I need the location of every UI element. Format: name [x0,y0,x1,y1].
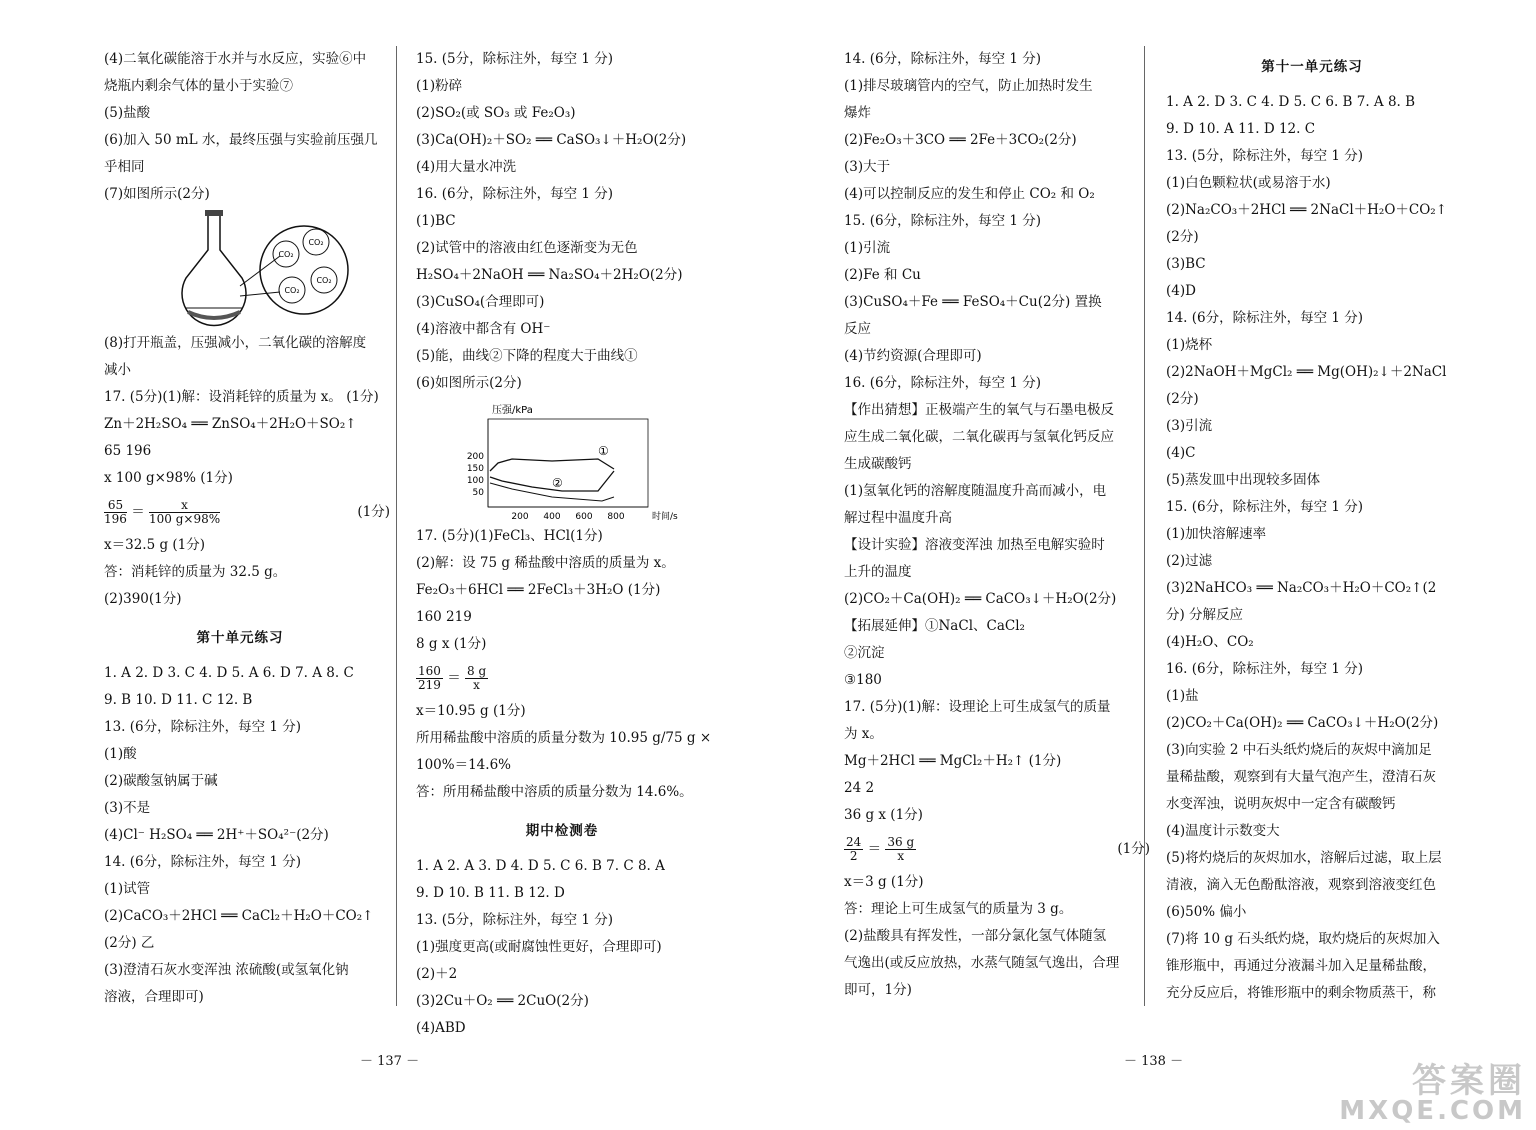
pressure-chart-svg [402,397,702,523]
text-line: (2)＋2 [416,966,458,982]
text-line: 所用稀盐酸中溶质的质量分数为 10.95 g/75 g × [416,730,712,746]
text-line: (1)烧杯 [1166,337,1213,353]
text-line: 17. (5分)(1)解：设理论上可生成氢气的质量 [844,699,1111,715]
text-line: (4)可以控制反应的发生和停止 CO₂ 和 O₂ [844,186,1095,202]
text-line: (3)2Cu＋O₂ ══ 2CuO(2分) [416,993,589,1009]
text-line: (1)白色颗粒状(或易溶于水) [1166,175,1331,191]
right-page [768,0,1536,1130]
text-line: (5)能，曲线②下降的程度大于曲线① [416,348,638,364]
chart-xlabel: 时间/s [652,512,678,522]
watermark [1339,1061,1526,1126]
fraction-65-196: $\frac{65}{196}$ [104,498,127,526]
text-line: (4)温度计示数变大 [1166,823,1280,839]
xtick-400: 400 [543,512,561,522]
text-line: (1)引流 [844,240,891,256]
text-line: (4)用大量水冲洗 [416,159,517,175]
text-line: (1)粉碎 [416,78,463,94]
text-line: ③180 [844,672,882,688]
text-line: (2)盐酸具有挥发性，一部分氯化氢气体随氢 [844,928,1107,944]
left-column-1 [90,46,390,1011]
text-line: 9. B 10. D 11. C 12. B [104,692,253,708]
text-line: 16. (6分，除标注外，每空 1 分) [416,186,614,202]
left-column-2 [402,46,722,1042]
text-line: H₂SO₄＋2NaOH ══ Na₂SO₄＋2H₂O(2分) [416,267,683,283]
fraction-score-3: (1分) [1117,841,1150,857]
text-line: (5)蒸发皿中出现较多固体 [1166,472,1321,488]
text-line: (6)如图所示(2分) [416,375,522,391]
text-line: (2)CaCO₃＋2HCl ══ CaCl₂＋H₂O＋CO₂↑ [104,908,374,924]
text-line: (2)Fe₂O₃＋3CO ══ 2Fe＋3CO₂(2分) [844,132,1077,148]
ytick-100: 100 [466,476,484,486]
text-line: (1)加快溶解速率 [1166,526,1267,542]
text-line: (2分) [1166,229,1199,245]
text-line: (6)50% 偏小 [1166,904,1247,920]
text-line: 14. (6分，除标注外，每空 1 分) [844,51,1042,67]
fraction-24-2: $\frac{24}{2}$ [846,835,862,863]
text-line: 爆炸 [844,105,871,121]
text-line: (2)碳酸氢钠属于碱 [104,773,218,789]
text-line: (6)加入 50 mL 水，最终压强与实验前压强几 [104,132,378,148]
text-line: 充分反应后，将锥形瓶中的剩余物质蒸干，称 [1166,985,1436,1001]
text-line: (2分) 乙 [104,935,155,951]
text-line: 水变浑浊，说明灰烬中一定含有碳酸钙 [1166,796,1396,812]
text-line: 17. (5分)(1)FeCl₃、HCl(1分) [416,528,603,544]
text-line: 溶液，合理即可) [104,989,204,1005]
text-line: (3)BC [1166,256,1206,272]
watermark-line-1: 答案圈 [1412,1061,1526,1101]
text-line: 生成碳酸钙 [844,456,912,472]
text-line: (4)二氧化碳能溶于水并与水反应，实验⑥中 [104,51,367,67]
text-line: (8)打开瓶盖，压强减小，二氧化碳的溶解度 [104,335,367,351]
text-line: 1. A 2. D 3. C 4. D 5. C 6. B 7. A 8. B [1166,94,1416,110]
text-line: 答：消耗锌的质量为 32.5 g。 [104,564,287,580]
text-line: 14. (6分，除标注外，每空 1 分) [1166,310,1364,326]
text-line: 17. (5分)(1)解：设消耗锌的质量为 x。 (1分) [104,389,379,405]
text-line: 答：理论上可生成氢气的质量为 3 g。 [844,901,1073,917]
curve-2-label: ② [552,476,563,490]
text-line: 量稀盐酸，观察到有大量气泡产生，澄清石灰 [1166,769,1436,785]
text-line: (4)C [1166,445,1196,461]
right-column-1 [830,46,1150,1004]
co2-label-2: CO₂ [308,238,324,247]
text-line: (2)过滤 [1166,553,1213,569]
text-line: 反应 [844,321,871,337]
text-line: (2)Na₂CO₃＋2HCl ══ 2NaCl＋H₂O＋CO₂↑ [1166,202,1448,218]
text-line: 24 2 [844,780,875,796]
curve-1 [490,459,614,471]
ytick-150: 150 [466,464,484,474]
text-line: 1. A 2. D 3. C 4. D 5. A 6. D 7. A 8. C [104,665,354,681]
fraction-row-2: $\frac{160}{219}$ ＝ $\frac{8 g}{x}$ [418,664,487,692]
heading-midterm: 期中检测卷 [525,823,599,839]
text-line: (4)节约资源(合理即可) [844,348,982,364]
text-line: 锥形瓶中，再通过分液漏斗加入足量稀盐酸， [1166,958,1436,974]
flask-diagram [90,208,350,330]
page-number-137: － 137 － [360,1054,420,1069]
text-line: 清液，滴入无色酚酞溶液，观察到溶液变红色 [1166,877,1436,893]
text-line: 14. (6分，除标注外，每空 1 分) [104,854,302,870]
text-line: (2)解：设 75 g 稀盐酸中溶质的质量为 x。 [416,555,675,571]
page-number-138: － 138 － [1124,1054,1184,1069]
text-line: ②沉淀 [844,645,885,661]
text-line: (4)Cl⁻ H₂SO₄ ══ 2H⁺＋SO₄²⁻(2分) [104,827,329,843]
text-line: 15. (5分，除标注外，每空 1 分) [416,51,614,67]
text-line: 16. (6分，除标注外，每空 1 分) [844,375,1042,391]
text-line: 上升的温度 [844,564,912,580]
text-line: (2)试管中的溶液由红色逐渐变为无色 [416,240,638,256]
fraction-row-1: $\frac{65}{196}$ ＝ $\frac{x}{100 g\times 98\%}$ (1分) [90,492,390,532]
text-line: (3)CuSO₄(合理即可) [416,294,545,310]
text-line: 13. (5分，除标注外，每空 1 分) [416,912,614,928]
text-line: (3)Ca(OH)₂＋SO₂ ══ CaSO₃↓＋H₂O(2分) [416,132,687,148]
text-line: (5)盐酸 [104,105,151,121]
fraction-x-100g: $\frac{x}{100 g\times 98\%}$ [149,498,221,526]
text-line: (1)酸 [104,746,137,762]
text-line: Fe₂O₃＋6HCl ══ 2FeCl₃＋3H₂O (1分) [416,582,661,598]
text-line: 15. (6分，除标注外，每空 1 分) [844,213,1042,229]
co2-label-3: CO₂ [316,276,332,285]
text-line: 13. (5分，除标注外，每空 1 分) [1166,148,1364,164]
chart-ylabel: 压强/kPa [492,405,533,416]
text-line: x＝32.5 g (1分) [104,537,206,553]
fraction-36g-x: $\frac{36 g}{x}$ [887,835,915,863]
text-line: 16. (6分，除标注外，每空 1 分) [1166,661,1364,677]
left-separator [396,46,397,1006]
text-line: x＝3 g (1分) [844,874,924,890]
right-separator [1144,46,1145,1006]
co2-label-1: CO₂ [278,250,294,259]
text-line: 【作出猜想】正极端产生的氧气与石墨电极反 [844,402,1114,418]
xtick-600: 600 [575,512,593,522]
text-line: x＝10.95 g (1分) [416,703,526,719]
text-line: (2)CO₂＋Ca(OH)₂ ══ CaCO₃↓＋H₂O(2分) [1166,715,1439,731]
text-line: 160 219 [416,609,472,625]
text-line: 减小 [104,362,131,378]
co2-label-4: CO₂ [284,286,300,295]
fraction-row-3: $\frac{24}{2}$ ＝ $\frac{36 g}{x}$ (1分) [830,829,1150,869]
text-line: (7)将 10 g 石头纸灼烧，取灼烧后的灰烬加入 [1166,931,1440,947]
text-line: (2)Fe 和 Cu [844,267,921,283]
ytick-200: 200 [466,452,484,462]
fraction-160-219: $\frac{160}{219}$ [418,664,441,692]
text-line: (3)引流 [1166,418,1213,434]
text-line: (2)CO₂＋Ca(OH)₂ ══ CaCO₃↓＋H₂O(2分) [844,591,1117,607]
text-line: (3)大于 [844,159,891,175]
text-line: (1)BC [416,213,456,229]
text-line: 【设计实验】溶液变浑浊 加热至电解实验时 [844,537,1105,553]
text-line: 气逸出(或反应放热，水蒸气随氢气逸出，合理 [844,955,1120,971]
watermark-line-2: MXQE.COM [1339,1096,1526,1126]
xtick-800: 800 [607,512,625,522]
text-line: 36 g x (1分) [844,807,923,823]
text-line: (4)ABD [416,1020,466,1036]
text-line: 解过程中温度升高 [844,510,952,526]
text-line: (2分) [1166,391,1199,407]
text-line: (1)盐 [1166,688,1199,704]
heading-unit-11: 第十一单元练习 [1261,59,1363,75]
ytick-50: 50 [472,488,484,498]
text-line: 9. D 10. A 11. D 12. C [1166,121,1316,137]
text-line: (5)将灼烧后的灰烬加水，溶解后过滤，取上层 [1166,850,1442,866]
text-line: (1)排尽玻璃管内的空气，防止加热时发生 [844,78,1093,94]
heading-unit-10: 第十单元练习 [196,630,284,646]
pressure-chart [402,397,722,523]
text-line: 为 x。 [844,726,883,742]
text-line: Zn＋2H₂SO₄ ══ ZnSO₄＋2H₂O＋SO₂↑ [104,416,357,432]
text-line: (2)SO₂(或 SO₃ 或 Fe₂O₃) [416,105,576,121]
text-line: (4)H₂O、CO₂ [1166,634,1254,650]
text-line: (7)如图所示(2分) [104,186,210,202]
text-line: 应生成二氧化碳，二氧化碳再与氢氧化钙反应 [844,429,1114,445]
text-line: (3)向实验 2 中石头纸灼烧后的灰烬中滴加足 [1166,742,1432,758]
text-line: 13. (6分，除标注外，每空 1 分) [104,719,302,735]
curve-1-label: ① [598,444,609,458]
text-line: 8 g x (1分) [416,636,487,652]
text-line: 乎相同 [104,159,145,175]
text-line: 15. (6分，除标注外，每空 1 分) [1166,499,1364,515]
xtick-200: 200 [511,512,529,522]
fraction-score: (1分) [357,504,390,520]
right-column-2 [1152,54,1472,1007]
text-line: 答：所用稀盐酸中溶质的质量分数为 14.6%。 [416,784,693,800]
text-line: (3)2NaHCO₃ ══ Na₂CO₃＋H₂O＋CO₂↑(2 [1166,580,1437,596]
text-line: (2)390(1分) [104,591,182,607]
fraction-8g-x: $\frac{8 g}{x}$ [467,664,487,692]
text-line: 分) 分解反应 [1166,607,1244,623]
text-line: 100%＝14.6% [416,757,511,773]
text-line: (3)CuSO₄＋Fe ══ FeSO₄＋Cu(2分) 置换 [844,294,1102,310]
text-line: 65 196 [104,443,152,459]
text-line: (2)2NaOH＋MgCl₂ ══ Mg(OH)₂↓＋2NaCl [1166,364,1447,380]
text-line: (3)不是 [104,800,151,816]
text-line: (1)氢氧化钙的溶解度随温度升高而减小，电 [844,483,1107,499]
text-line: (1)强度更高(或耐腐蚀性更好，合理即可) [416,939,662,955]
text-line: (4)D [1166,283,1196,299]
text-line: (4)溶液中都含有 OH⁻ [416,321,551,337]
text-line: x 100 g×98% (1分) [104,470,233,486]
text-line: 1. A 2. A 3. D 4. D 5. C 6. B 7. C 8. A [416,858,665,874]
text-line: 9. D 10. B 11. B 12. D [416,885,565,901]
text-line: 【拓展延伸】①NaCl、CaCl₂ [844,618,1025,634]
text-line: 烧瓶内剩余气体的量小于实验⑦ [104,78,293,94]
flask-figure [90,208,390,330]
text-line: (1)试管 [104,881,151,897]
text-line: Mg＋2HCl ══ MgCl₂＋H₂↑ (1分) [844,753,1062,769]
text-line: (3)澄清石灰水变浑浊 浓硫酸(或氢氧化钠 [104,962,349,978]
text-line: 即可，1分) [844,982,912,998]
